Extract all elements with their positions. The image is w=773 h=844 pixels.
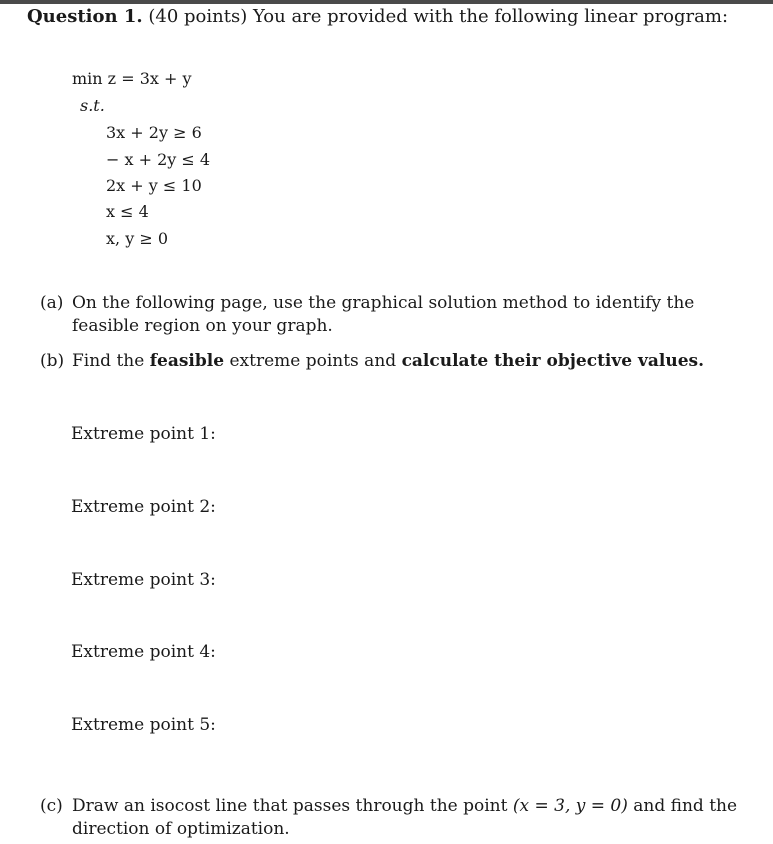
- part-b-bold-calculate: calculate their objective values.: [401, 351, 705, 371]
- part-c-label: (c): [40, 796, 63, 816]
- part-a-label: (a): [40, 293, 64, 313]
- extreme-point-1: Extreme point 1:: [71, 424, 216, 444]
- part-b-text-1: Find the: [72, 351, 150, 371]
- question-title: Question 1.: [27, 6, 143, 27]
- part-b-text-2: extreme points and: [224, 351, 402, 371]
- constraint-5: x, y ≥ 0: [106, 229, 168, 248]
- constraint-3: 2x + y ≤ 10: [106, 176, 202, 195]
- question-points: (40 points): [148, 6, 248, 27]
- part-c-math: (x = 3, y = 0): [512, 796, 628, 816]
- part-c-text: [72, 795, 750, 841]
- part-c: [40, 795, 750, 841]
- subject-to-label: [80, 96, 105, 115]
- extreme-point-2: Extreme point 2:: [71, 497, 216, 517]
- part-b-bold-feasible: feasible: [149, 351, 225, 371]
- objective-function: min z = 3x + y: [72, 69, 192, 88]
- part-b-label: (b): [40, 351, 65, 371]
- constraint-1: 3x + 2y ≥ 6: [106, 123, 202, 142]
- top-border: [0, 0, 773, 4]
- part-a-text: On the following page, use the graphical solution method to identify the feasible region on your graph.: [72, 293, 695, 336]
- part-b: [40, 350, 750, 373]
- constraint-2: − x + 2y ≤ 4: [106, 150, 211, 169]
- question-intro: You are provided with the following linear program:: [252, 6, 729, 27]
- subject-to-text: s.t.: [80, 96, 105, 115]
- extreme-point-3: Extreme point 3:: [71, 570, 216, 590]
- part-a: [40, 292, 750, 338]
- part-c-text-1: Draw an isocost line that passes through the point: [72, 796, 513, 816]
- question-heading: [27, 6, 728, 27]
- part-b-text: [72, 350, 750, 373]
- constraint-4: x ≤ 4: [106, 202, 149, 221]
- part-c-text-2: and find the direction of optimization.: [72, 796, 738, 839]
- extreme-point-5: Extreme point 5:: [71, 715, 216, 735]
- extreme-point-4: Extreme point 4:: [71, 642, 216, 662]
